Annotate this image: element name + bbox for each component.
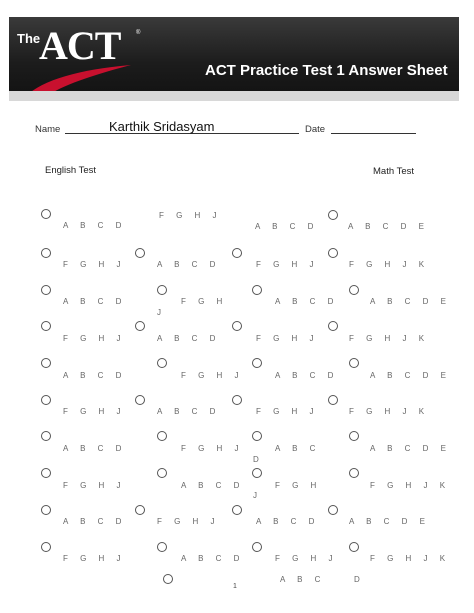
answer-choices: F G H J: [256, 260, 319, 269]
answer-choices: A B C D: [256, 517, 320, 526]
answer-bubble[interactable]: [328, 210, 338, 220]
answer-bubble[interactable]: [157, 542, 167, 552]
answer-choices: J: [157, 308, 166, 317]
act-logo: ACT: [39, 23, 121, 68]
answer-choices: A B C D: [157, 334, 221, 343]
answer-choices: F G H J: [256, 407, 319, 416]
answer-choices: A B C D: [181, 554, 245, 563]
answer-choices: F G H J K: [370, 554, 451, 563]
answer-bubble[interactable]: [328, 321, 338, 331]
page-title: ACT Practice Test 1 Answer Sheet: [205, 62, 448, 79]
answer-choices: A B C: [275, 444, 321, 453]
answer-bubble[interactable]: [135, 395, 145, 405]
answer-bubble[interactable]: [252, 542, 262, 552]
answer-bubble[interactable]: [349, 431, 359, 441]
answer-bubble[interactable]: [41, 542, 51, 552]
answer-choices: F G H: [275, 481, 322, 490]
answer-bubble[interactable]: [41, 431, 51, 441]
answer-bubble[interactable]: [349, 468, 359, 478]
logo-the-text: The: [17, 31, 41, 46]
answer-bubble[interactable]: [252, 358, 262, 368]
answer-bubble[interactable]: [41, 285, 51, 295]
answer-choices: F G H J: [63, 334, 126, 343]
answer-choices: A B C D E: [370, 444, 452, 453]
answer-choices: F G H J: [275, 554, 338, 563]
answer-choices: D: [354, 575, 365, 584]
answer-bubble[interactable]: [157, 358, 167, 368]
answer-bubble[interactable]: [232, 321, 242, 331]
answer-bubble[interactable]: [349, 542, 359, 552]
answer-bubble[interactable]: [135, 505, 145, 515]
answer-bubble[interactable]: [163, 574, 173, 584]
answer-choices: F G H J K: [349, 334, 430, 343]
answer-bubble[interactable]: [232, 505, 242, 515]
answer-bubble[interactable]: [135, 321, 145, 331]
answer-bubble[interactable]: [232, 395, 242, 405]
answer-choices: A B C: [280, 575, 326, 584]
answer-bubble[interactable]: [328, 248, 338, 258]
answer-bubble[interactable]: [41, 468, 51, 478]
name-field[interactable]: Karthik Sridasyam: [109, 119, 215, 134]
answer-choices: F G H J K: [370, 481, 451, 490]
english-test-heading: English Test: [45, 165, 97, 176]
answer-bubble[interactable]: [349, 285, 359, 295]
answer-choices: A B C D: [255, 222, 319, 231]
answer-bubble[interactable]: [41, 358, 51, 368]
answer-choices: F G H J K: [349, 407, 430, 416]
answer-choices: F G H J: [256, 334, 319, 343]
answer-choices: F G H J: [181, 371, 244, 380]
answer-bubble[interactable]: [157, 468, 167, 478]
answer-choices: F G H J: [63, 481, 126, 490]
answer-bubble[interactable]: [252, 468, 262, 478]
answer-bubble[interactable]: [252, 431, 262, 441]
answer-choices: D: [253, 455, 264, 464]
answer-choices: A B C D: [63, 444, 127, 453]
answer-choices: A B C D: [157, 260, 221, 269]
answer-choices: A B C D: [157, 407, 221, 416]
answer-choices: A B C D: [275, 297, 339, 306]
answer-choices: A B C D: [63, 221, 127, 230]
answer-choices: F G H J: [157, 517, 220, 526]
answer-bubble[interactable]: [349, 358, 359, 368]
answer-choices: F G H J: [63, 554, 126, 563]
answer-bubble[interactable]: [41, 248, 51, 258]
answer-bubble[interactable]: [157, 431, 167, 441]
answer-choices: F G H J: [63, 260, 126, 269]
answer-bubble[interactable]: [328, 505, 338, 515]
answer-choices: F G H J: [181, 444, 244, 453]
header-banner: [9, 17, 459, 101]
answer-choices: A B C D: [63, 371, 127, 380]
answer-choices: J: [253, 491, 262, 500]
answer-bubble[interactable]: [328, 395, 338, 405]
answer-bubble[interactable]: [135, 248, 145, 258]
answer-choices: A B C D E: [370, 371, 452, 380]
answer-choices: A B C D: [181, 481, 245, 490]
math-test-heading: Math Test: [373, 166, 415, 177]
answer-bubble[interactable]: [252, 285, 262, 295]
page-number: 1: [233, 583, 237, 590]
answer-choices: F G H J: [63, 407, 126, 416]
answer-choices: F G H J: [159, 211, 222, 220]
name-label: Name: [35, 124, 61, 135]
answer-choices: F G H: [181, 297, 228, 306]
answer-bubble[interactable]: [41, 321, 51, 331]
answer-bubble[interactable]: [41, 395, 51, 405]
answer-choices: F G H J K: [349, 260, 430, 269]
logo-trademark: ®: [136, 30, 141, 36]
answer-choices: A B C D E: [349, 517, 431, 526]
answer-bubble[interactable]: [41, 505, 51, 515]
date-field[interactable]: [331, 133, 416, 134]
answer-choices: A B C D E: [370, 297, 452, 306]
answer-choices: A B C D: [63, 517, 127, 526]
answer-bubble[interactable]: [157, 285, 167, 295]
answer-bubble[interactable]: [232, 248, 242, 258]
banner-underline: [9, 91, 459, 101]
answer-choices: A B C D: [275, 371, 339, 380]
answer-choices: A B C D E: [348, 222, 430, 231]
answer-choices: A B C D: [63, 297, 127, 306]
answer-bubble[interactable]: [41, 209, 51, 219]
date-label: Date: [305, 124, 326, 135]
